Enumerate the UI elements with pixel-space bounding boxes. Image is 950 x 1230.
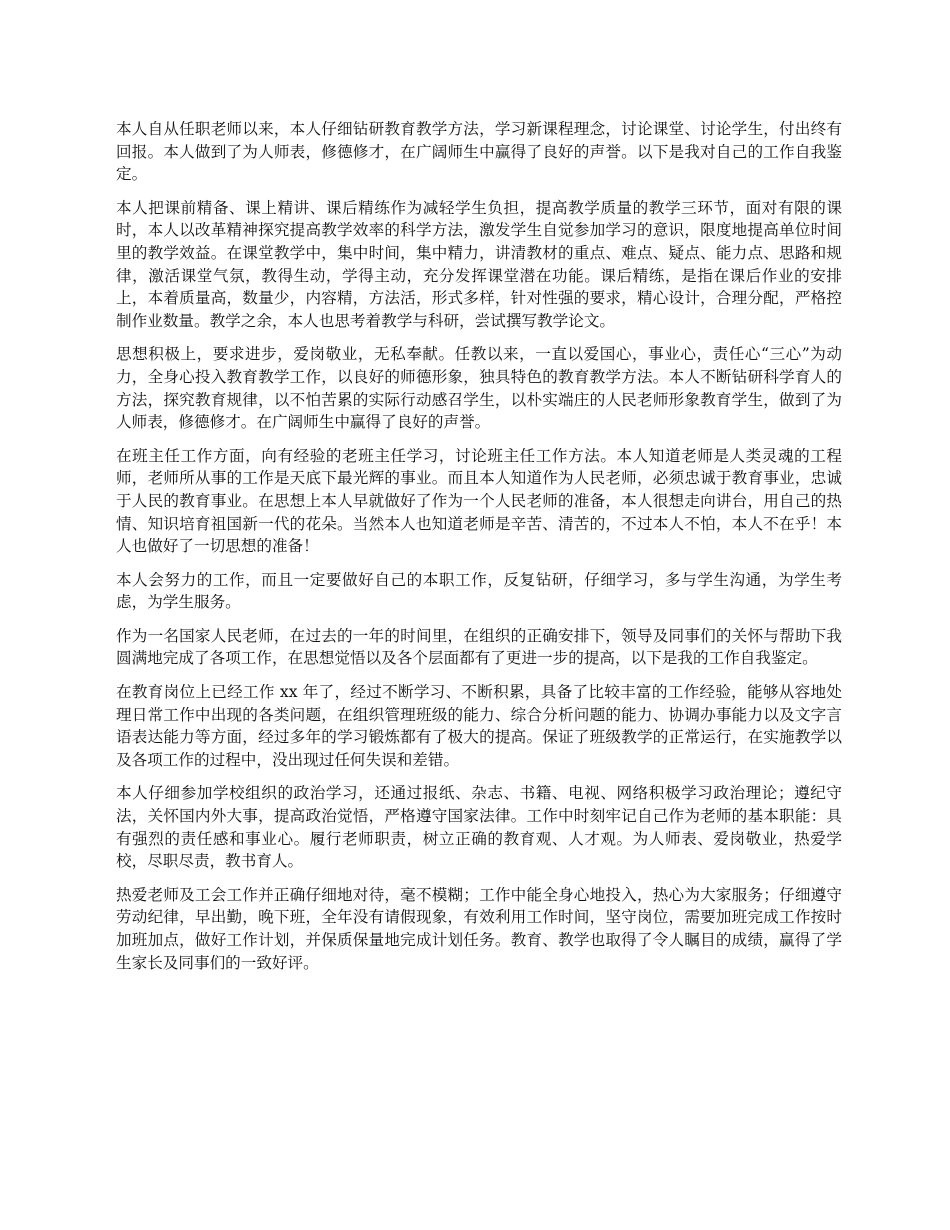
paragraph-4: 在班主任工作方面，向有经验的老班主任学习，讨论班主任工作方法。本人知道老师是人类灵魂的工程师，老师所从事的工作是天底下最光辉的事业。而且本人知道作为人民老师，必须忠诚于教育事业，忠诚于人民的教育事业。在思想上本人早就做好了作为一个人民老师的准备，本人很想走向讲台，用自己的热情、知识培育祖国新一代的花朵。当然本人也知道老师是辛苦、清苦的，不过本人不怕，本人不在乎！本人也做好了一切思想的准备！ bbox=[116, 446, 842, 556]
paragraph-2: 本人把课前精备、课上精讲、课后精练作为减轻学生负担，提高教学质量的教学三环节，面对有限的课时，本人以改革精神探究提高教学效率的科学方法，激发学生自觉参加学习的意识，限度地提高单位时间里的教学效益。在课堂教学中，集中时间，集中精力，讲清教材的重点、难点、疑点、能力点、思路和规律，激活课堂气氛，教得生动，学得主动，充分发挥课堂潜在功能。课后精练，是指在课后作业的安排上，本着质量高，数量少，内容精，方法活，形式多样，针对性强的要求，精心设计，合理分配，严格控制作业数量。教学之余，本人也思考着教学与科研，尝试撰写教学论文。 bbox=[116, 198, 842, 330]
paragraph-3: 思想积极上，要求进步，爱岗敬业，无私奉献。任教以来，一直以爱国心，事业心，责任心“三心”为动力，全身心投入教育教学工作，以良好的师德形象，独具特色的教育教学方法。本人不断钻研科学育人的方法，探究教育规律，以不怕苦累的实际行动感召学生，以朴实端庄的人民老师形象教育学生，做到了为人师表，修德修才。在广阔师生中赢得了良好的声誉。 bbox=[116, 345, 842, 432]
paragraph-8: 本人仔细参加学校组织的政治学习，还通过报纸、杂志、书籍、电视、网络积极学习政治理论；遵纪守法，关怀国内外大事，提高政治觉悟，严格遵守国家法律。工作中时刻牢记自己作为老师的基本职能：具有强烈的责任感和事业心。履行老师职责，树立正确的教育观、人才观。为人师表、爱岗敬业，热爱学校，尽职尽责，教书育人。 bbox=[116, 784, 842, 871]
paragraph-1: 本人自从任职老师以来，本人仔细钻研教育教学方法，学习新课程理念，讨论课堂、讨论学生，付出终有回报。本人做到了为人师表，修德修才，在广阔师生中赢得了良好的声誉。以下是我对自己的工作自我鉴定。 bbox=[116, 120, 842, 184]
paragraph-9: 热爱老师及工会工作并正确仔细地对待，毫不模糊；工作中能全身心地投入，热心为大家服务；仔细遵守劳动纪律，早出勤，晚下班，全年没有请假现象，有效利用工作时间，坚守岗位，需要加班完成工作按时加班加点，做好工作计划，并保质保量地完成计划任务。教育、教学也取得了令人瞩目的成绩，赢得了学生家长及同事们的一致好评。 bbox=[116, 885, 842, 972]
document-body bbox=[116, 118, 842, 985]
paragraph-7: 在教育岗位上已经工作 xx 年了，经过不断学习、不断积累，具备了比较丰富的工作经验，能够从容地处理日常工作中出现的各类问题，在组织管理班级的能力、综合分析问题的能力、协调办事能力以及文字言语表达能力等方面，经过多年的学习锻炼都有了极大的提高。保证了班级教学的正常运行，在实施教学以及各项工作的过程中，没出现过任何失误和差错。 bbox=[116, 683, 842, 769]
paragraph-6: 作为一名国家人民老师，在过去的一年的时间里，在组织的正确安排下，领导及同事们的关怀与帮助下我圆满地完成了各项工作，在思想觉悟以及各个层面都有了更进一步的提高，以下是我的工作自我鉴定。 bbox=[116, 626, 842, 668]
paragraph-5: 本人会努力的工作，而且一定要做好自己的本职工作，反复钻研，仔细学习，多与学生沟通，为学生考虑，为学生服务。 bbox=[116, 570, 842, 612]
